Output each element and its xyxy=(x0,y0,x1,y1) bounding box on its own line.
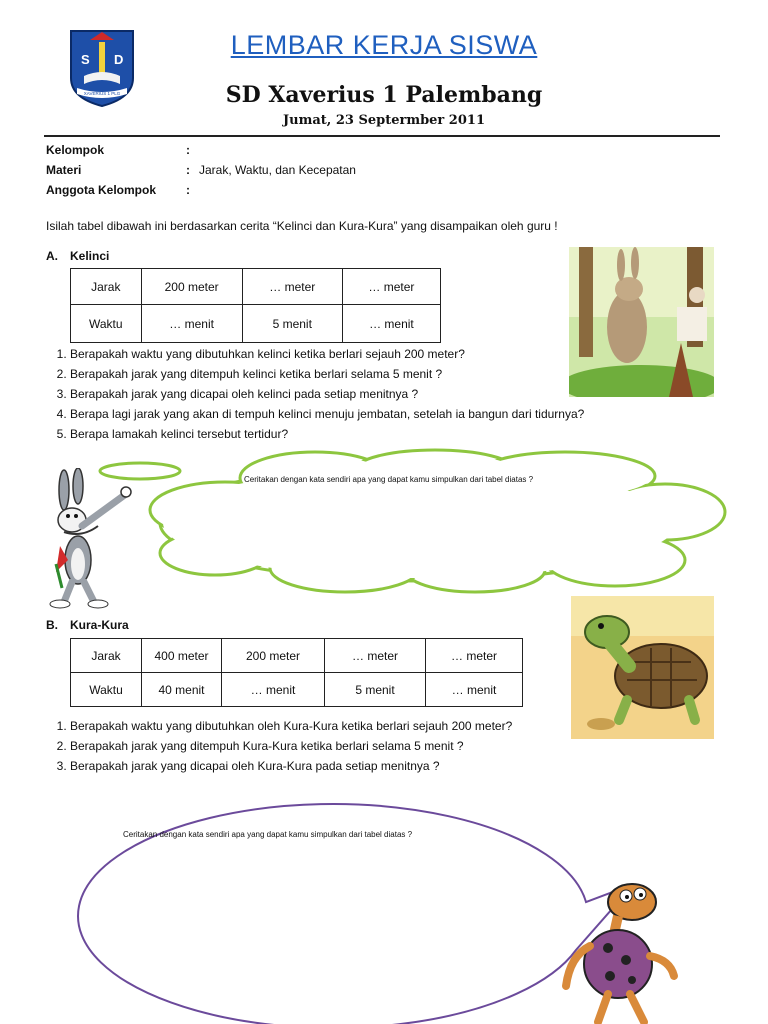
table-cell: Jarak xyxy=(71,639,142,673)
question-item: 1. Berapakah waktu yang dibutuhkan kelinci ketika berlari sejauh 200 meter? xyxy=(70,344,690,364)
turtle-table xyxy=(70,638,523,707)
school-name: SD Xaverius 1 Palembang xyxy=(225,82,543,108)
section-a-heading xyxy=(46,249,246,265)
ellipse-prompt-text: Ceritakan dengan kata sendiri apa yang dapat kamu simpulkan dari tabel diatas ? xyxy=(123,830,413,839)
table-cell: … meter xyxy=(325,639,426,673)
ellipse-answer-box xyxy=(38,780,648,1024)
table-cell: Waktu xyxy=(71,305,142,343)
section-name: Kura-Kura xyxy=(70,618,129,632)
instruction-text: Isilah tabel dibawah ini berdasarkan cerita “Kelinci dan Kura-Kura” yang disampaikan oleh guru ! xyxy=(46,219,558,233)
table-cell: Jarak xyxy=(71,269,142,305)
section-letter: A. xyxy=(46,249,58,263)
info-row-kelompok xyxy=(46,143,546,159)
question-item: 4. Berapa lagi jarak yang akan di tempuh kelinci menuju jembatan, setelah ia bangun dari tidurnya? xyxy=(70,404,690,424)
page-title: LEMBAR KERJA SISWA xyxy=(230,30,538,60)
table-cell: 400 meter xyxy=(142,639,222,673)
turtle-illustration xyxy=(571,596,714,739)
info-value: Jarak, Waktu, dan Kecepatan xyxy=(199,163,356,177)
cloud-answer-box xyxy=(95,448,735,598)
info-sep: : xyxy=(186,163,190,177)
table-cell: … menit xyxy=(141,305,242,343)
table-cell: … menit xyxy=(342,305,440,343)
logo-letter-s: S xyxy=(81,52,90,67)
rabbit-forest-illustration xyxy=(569,247,714,397)
info-row-materi xyxy=(46,163,546,179)
header-divider xyxy=(44,135,720,137)
info-row-anggota xyxy=(46,183,546,199)
info-sep: : xyxy=(186,183,190,197)
question-item: 3. Berapakah jarak yang dicapai oleh kelinci pada setiap menitnya ? xyxy=(70,384,690,404)
info-label: Anggota Kelompok xyxy=(46,183,156,197)
table-cell: 5 menit xyxy=(242,305,342,343)
table-cell: … menit xyxy=(222,673,325,707)
table-cell: … meter xyxy=(342,269,440,305)
question-item: 3. Berapakah jarak yang dicapai oleh Kura-Kura pada setiap menitnya ? xyxy=(70,756,690,776)
cloud-prompt-text: Ceritakan dengan kata sendiri apa yang dapat kamu simpulkan dari tabel diatas ? xyxy=(244,475,534,484)
section-b-heading xyxy=(46,618,246,634)
table-cell: 40 menit xyxy=(142,673,222,707)
table-cell: … meter xyxy=(426,639,523,673)
info-label: Materi xyxy=(46,163,82,177)
question-item: 2. Berapakah jarak yang ditempuh kelinci ketika berlari selama 5 menit ? xyxy=(70,364,690,384)
section-letter: B. xyxy=(46,618,58,632)
question-item: 5. Berapa lamakah kelinci tersebut tertidur? xyxy=(70,424,690,444)
question-item: 1. Berapakah waktu yang dibutuhkan oleh Kura-Kura ketika berlari sejauh 200 meter? xyxy=(70,716,690,736)
cartoon-turtle-illustration xyxy=(560,876,680,1024)
question-item: 2. Berapakah jarak yang ditempuh Kura-Kura ketika berlari selama 5 menit ? xyxy=(70,736,690,756)
logo-banner: XAVERIUS 1 PLG xyxy=(83,91,121,96)
table-cell: 200 meter xyxy=(222,639,325,673)
info-label: Kelompok xyxy=(46,143,105,157)
rabbit-table xyxy=(70,268,441,343)
worksheet-date: Jumat, 23 Septermber 2011 xyxy=(282,113,485,128)
table-cell: 200 meter xyxy=(141,269,242,305)
info-sep: : xyxy=(186,143,190,157)
table-cell: … menit xyxy=(426,673,523,707)
table-cell: Waktu xyxy=(71,673,142,707)
table-cell: 5 menit xyxy=(325,673,426,707)
table-cell: … meter xyxy=(242,269,342,305)
section-name: Kelinci xyxy=(70,249,110,263)
logo-letter-d: D xyxy=(114,52,124,67)
